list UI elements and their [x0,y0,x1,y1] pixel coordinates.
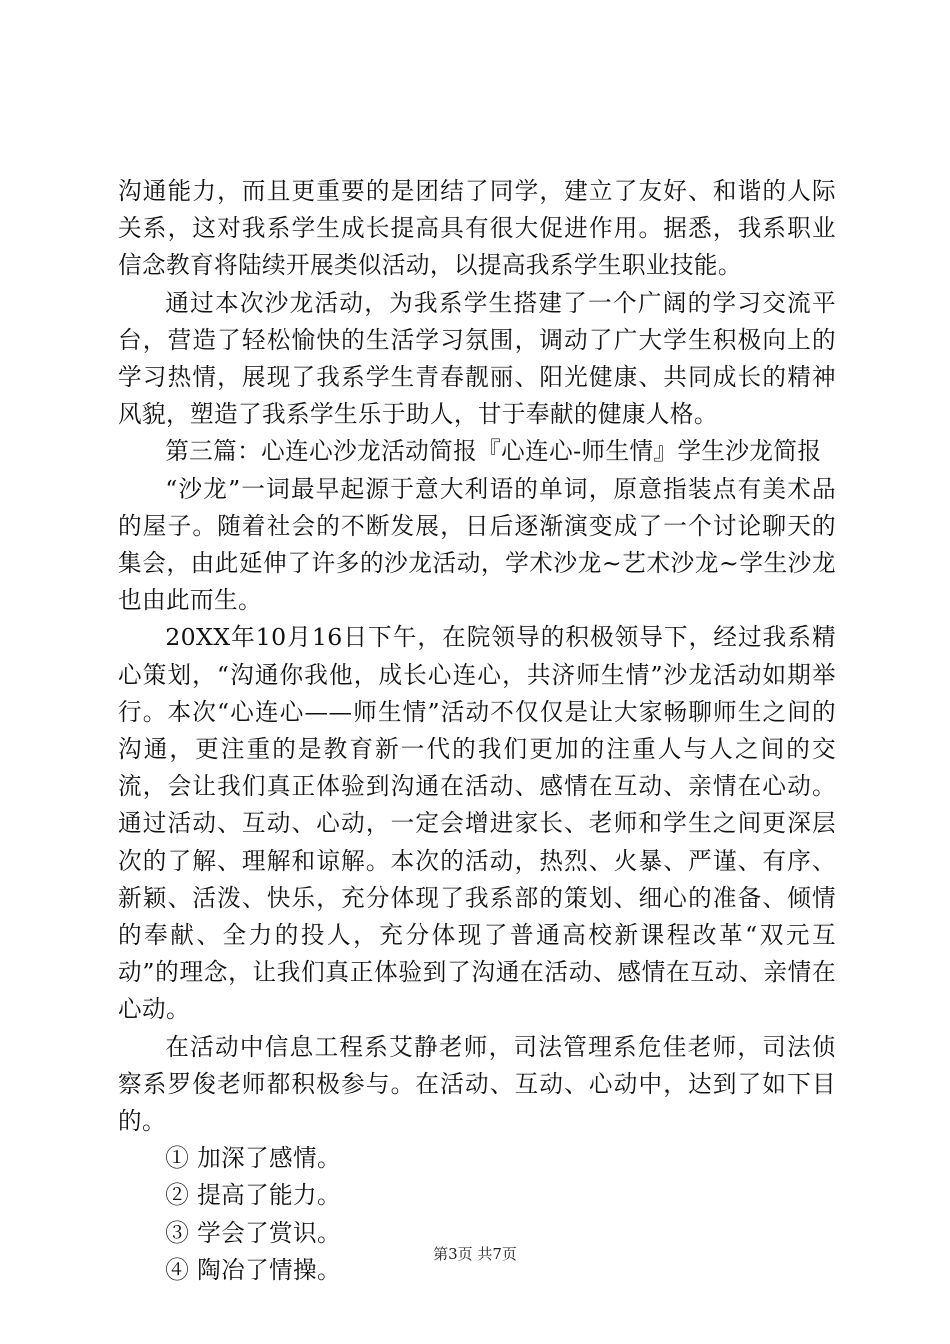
paragraph-participants: 在活动中信息工程系艾静老师，司法管理系危佳老师，司法侦察系罗俊老师都积极参与。在活动、互动、心动中，达到了如下目的。 [118,1032,836,1136]
paragraph-continuation: 沟通能力，而且更重要的是团结了同学，建立了友好、和谐的人际关系，这对我系学生成长提高具有很大促进作用。据悉，我系职业信念教育将陆续开展类似活动，以提高我系学生职业技能。 [118,177,836,280]
section-heading: 第三篇：心连心沙龙活动简报『心连心-师生情』学生沙龙简报 [165,437,822,466]
list-item: ③ 学会了赏识。 [165,1218,342,1247]
list-item: ① 加深了感情。 [165,1144,342,1173]
paragraph-salon-summary: 通过本次沙龙活动，为我系学生搭建了一个广阔的学习交流平台，营造了轻松愉快的生活学习氛围，调动了广大学生积极向上的学习热情，展现了我系学生青春靓丽、阳光健康、共同成长的精神风貌，塑造了我系学生乐于助人，甘于奉献的健康人格。 [118,288,836,429]
list-item: ④ 陶冶了情操。 [165,1255,342,1284]
paragraph-event-description: 20XX年10月16日下午，在院领导的积极领导下，经过我系精心策划，“沟通你我他，成长心连心，共济师生情”沙龙活动如期举行。本次“心连心——师生情”活动不仅仅是让大家畅聊师生之间的沟通，更注重的是教育新一代的我们更加的注重人与人之间的交流，会让我们真正体验到沟通在活动、感情在互动、亲情在心动。通过活动、互动、心动，一定会增进家长、老师和学生之间更深层次的了解、理解和谅解。本次的活动，热烈、火暴、严谨、有序、新颖、活泼、快乐，充分体现了我系部的策划、细心的准备、倾情的奉献、全力的投人，充分体现了普通高校新课程改革“双元互动”的理念，让我们真正体验到了沟通在活动、感情在互动、亲情在心动。 [118,623,836,1024]
list-item: ② 提高了能力。 [165,1181,342,1210]
page-footer: 第3页 共7页 [433,1245,517,1263]
document-body [118,173,836,1289]
paragraph-salon-origin: “沙龙”一词最早起源于意大利语的单词，原意指装点有美术品的屋子。随着社会的不断发展，日后逐渐演变成了一个讨论聊天的集会，由此延伸了许多的沙龙活动，学术沙龙~艺术沙龙~学生沙龙也由此而生。 [118,474,836,615]
